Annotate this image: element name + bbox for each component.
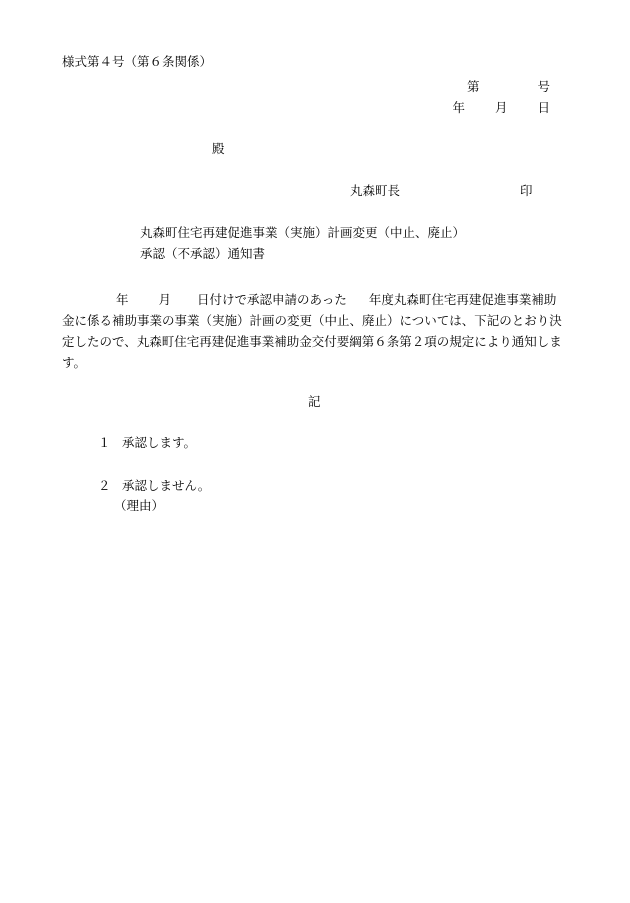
sender-title: 丸森町長 [350, 183, 401, 198]
addressee-suffix: 殿 [212, 141, 225, 156]
date-month: 月 [494, 100, 508, 115]
item-number: ２ [98, 478, 111, 493]
document-title-line-2: 承認（不承認）通知書 [140, 246, 266, 261]
seal-mark: 印 [520, 183, 533, 198]
reason-label: （理由） [114, 498, 165, 513]
list-item [98, 480, 210, 493]
item-number: １ [98, 435, 111, 450]
body-month: 月 [158, 292, 172, 307]
document-number-prefix: 第 [466, 79, 480, 94]
date-day: 日 [537, 100, 550, 115]
item-text: 承認します。 [122, 435, 197, 450]
document-title-line-1: 丸森町住宅再建促進事業（実施）計画変更（中止、廃止） [140, 225, 466, 240]
date-line [452, 102, 550, 115]
list-item [98, 437, 196, 450]
body-year: 年 [116, 292, 129, 307]
item-text: 承認しません。 [122, 478, 211, 493]
form-number: 様式第４号（第６条関係） [62, 54, 213, 69]
body-text-part-2: 年度丸森町住宅再建促進事業補助金に係る補助事業の事業（実施）計画の変更（中止、廃止）については、下記のとおり決定したので、丸森町住宅再建促進事業補助金交付要綱第６条第２項の規定により通知します。 [62, 292, 562, 370]
body-text-part-1: 日付けで承認申請のあった [197, 292, 347, 307]
document-number-line [467, 81, 550, 94]
ki-heading: 記 [308, 394, 321, 409]
body-paragraph [62, 289, 562, 373]
date-year: 年 [452, 100, 465, 115]
sender-line [350, 185, 533, 198]
document-number-suffix: 号 [537, 79, 550, 94]
